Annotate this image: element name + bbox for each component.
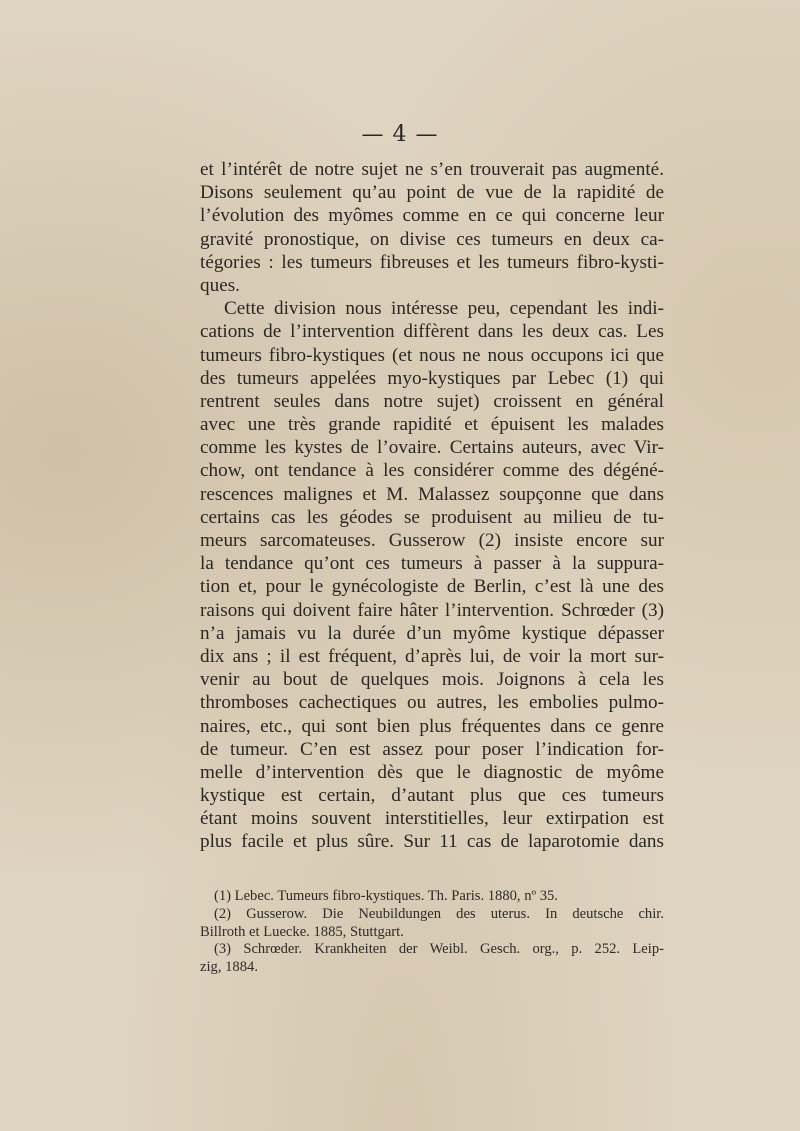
footnote-line: Billroth et Luecke. 1885, Stuttgart. <box>200 923 404 940</box>
text-line: Disons seulement qu’au point de vue de la rapidité de <box>200 182 664 204</box>
text-line: tégories : les tumeurs fibreuses et les tumeurs fibro-kysti- <box>200 251 664 273</box>
text-line: l’évolution des myômes comme en ce qui concerne leur <box>200 205 664 227</box>
footnote-line: (3) Schrœder. Krankheiten der Weibl. Gesch. org., p. 252. Leip- <box>214 941 664 958</box>
text-line: chow, ont tendance à les considérer comme des dégéné- <box>200 460 664 482</box>
footnotes <box>200 888 664 977</box>
text-line: tion et, pour le gynécologiste de Berlin, c’est là une des <box>200 576 664 598</box>
text-line: naires, etc., qui sont bien plus fréquentes dans ce genre <box>200 715 664 737</box>
text-line: cations de l’intervention diffèrent dans les deux cas. Les <box>200 321 664 343</box>
text-line: thromboses cachectiques ou autres, les embolies pulmo- <box>200 692 664 714</box>
text-line: n’a jamais vu la durée d’un myôme kystique dépasser <box>200 622 664 644</box>
footnote-line: zig, 1884. <box>200 959 258 976</box>
text-line: Cette division nous intéresse peu, cependant les indi- <box>224 298 664 320</box>
text-line: ques. <box>200 274 240 296</box>
text-line: kystique est certain, d’autant plus que ces tumeurs <box>200 785 664 807</box>
text-line: rentrent seules dans notre sujet) croissent en général <box>200 390 664 412</box>
text-line: la tendance qu’ont ces tumeurs à passer à la suppura- <box>200 553 664 575</box>
text-line: dix ans ; il est fréquent, d’après lui, de voir la mort sur- <box>200 645 664 667</box>
text-line: avec une très grande rapidité et épuisent les malades <box>200 414 664 436</box>
footnote-line: (2) Gusserow. Die Neubildungen des uterus. In deutsche chir. <box>214 905 664 922</box>
text-line: certains cas les géodes se produisent au milieu de tu- <box>200 506 664 528</box>
text-line: tumeurs fibro-kystiques (et nous ne nous occupons ici que <box>200 344 664 366</box>
text-line: plus facile et plus sûre. Sur 11 cas de laparotomie dans <box>200 831 664 853</box>
footnote-line: (1) Lebec. Tumeurs fibro-kystiques. Th. Paris. 1880, nº 35. <box>214 888 558 904</box>
text-line: raisons qui doivent faire hâter l’intervention. Schrœder (3) <box>200 599 664 621</box>
body-text <box>200 158 664 854</box>
text-line: et l’intérêt de notre sujet ne s’en trouverait pas augmenté. <box>200 159 664 180</box>
text-line: gravité pronostique, on divise ces tumeurs en deux ca- <box>200 228 664 250</box>
text-line: meurs sarcomateuses. Gusserow (2) insiste encore sur <box>200 530 664 551</box>
text-line: melle d’intervention dès que le diagnostic de myôme <box>200 761 664 783</box>
text-line: étant moins souvent interstitielles, leur extirpation est <box>200 808 664 830</box>
text-line: venir au bout de quelques mois. Joignons à cela les <box>200 669 664 691</box>
text-line: des tumeurs appelées myo-kystiques par Lebec (1) qui <box>200 367 664 389</box>
text-line: rescences malignes et M. Malassez soupçonne que dans <box>200 483 664 505</box>
text-line: comme les kystes de l’ovaire. Certains auteurs, avec Vir- <box>200 437 664 459</box>
text-line: de tumeur. C’en est assez pour poser l’indication for- <box>200 738 664 760</box>
page-number: — 4 — <box>361 122 439 147</box>
